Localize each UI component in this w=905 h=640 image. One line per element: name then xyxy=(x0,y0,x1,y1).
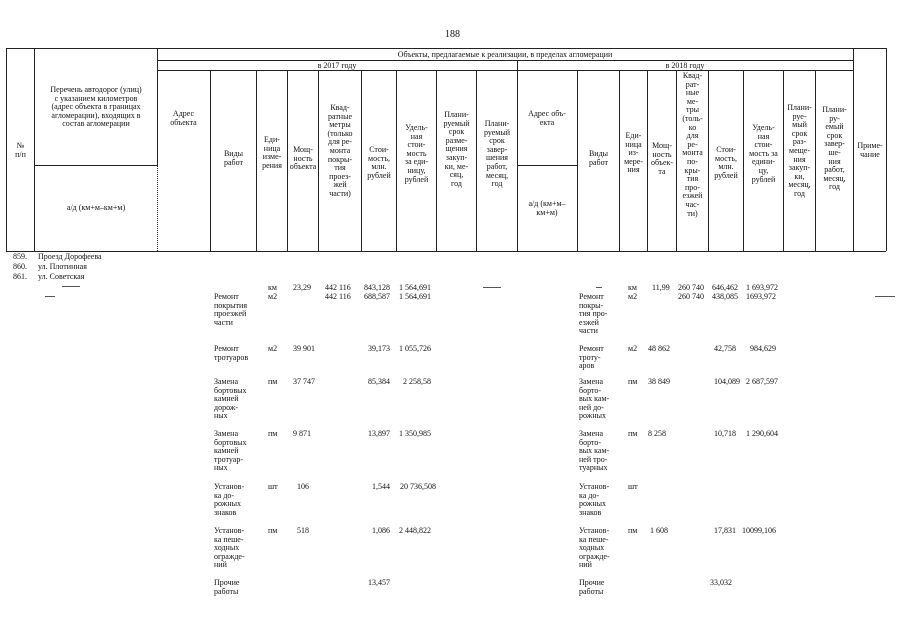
header-road-list: Перечень автодорог (улиц) с указанием километров (адрес объекта в границах агломерации), входящих в состав агломерации xyxy=(50,85,142,129)
cell-cost-2017: 85,384 xyxy=(368,377,390,386)
cell-cost-2018: 646,462 xyxy=(712,283,738,292)
cell-power-2018: 38 849 xyxy=(648,377,670,386)
cell-works-2018: Ремонт троту- аров xyxy=(579,344,604,371)
cell-unit-2017: м2 xyxy=(268,344,278,353)
cell-works-2017: Ремонт тротуаров xyxy=(214,344,249,362)
cell-cost-2017: 13,457 xyxy=(368,578,390,587)
cell-unit-cost-2018: 1693,972 xyxy=(746,292,776,301)
cell-works-2017: Установ- ка до- рожных знаков xyxy=(214,482,245,517)
header-cost-2018: Стои- мость, млн. рублей xyxy=(714,145,738,180)
cell-works-2018: Замена борто- вых кам- ней тро- туарных xyxy=(579,429,610,473)
cell-works-2017: Прочие работы xyxy=(214,578,240,596)
cell-unit-2018: пм xyxy=(628,377,638,386)
street-num: 861. xyxy=(13,272,27,281)
cell-unit-cost-2017: 2 258,58 xyxy=(403,377,431,386)
header-power-2017: Мощ- ность объекта xyxy=(289,145,317,172)
header-plan-place-2017: Плани- руемый срок разме- щения закуп- ки, ме- сяц, год xyxy=(443,110,470,188)
cell-unit-cost-2017: 1 564,691 xyxy=(399,283,431,292)
cell-sqm-2017: 442 116 xyxy=(325,292,351,301)
street-name: Проезд Дорофеева xyxy=(38,252,102,261)
cell-power-2018: 11,99 xyxy=(652,283,670,292)
page-number: 188 xyxy=(445,29,460,40)
header-sqm-2017: Квад- ратные метры (только для ре- монта покры- тия проез- жей части) xyxy=(327,103,353,198)
cell-works-2017: Замена бортовых камней дорож- ных xyxy=(214,377,247,421)
cell-unit-cost-2017: 2 448,822 xyxy=(399,526,431,535)
cell-power-2017: 518 xyxy=(297,526,309,535)
cell-unit-2017: шт xyxy=(268,482,278,491)
header-plan-end-2018: Плани- ру- емый срок завер- ше- ния работ, месяц, год xyxy=(822,105,847,192)
cell-unit-cost-2017: 1 350,985 xyxy=(399,429,431,438)
cell-unit-2017: м2 xyxy=(268,292,278,301)
cell-cost-2017: 688,587 xyxy=(364,292,390,301)
cell-works-2018: Прочие работы xyxy=(579,578,605,596)
cell-unit-2018: шт xyxy=(628,482,638,491)
header-unit-2018: Еди- ница из- мере- ния xyxy=(624,131,643,175)
scan-mark xyxy=(62,286,80,287)
header-address-2017: Адрес объекта xyxy=(170,109,197,127)
header-works-2017: Виды работ xyxy=(223,149,244,167)
street-num: 859. xyxy=(13,252,27,261)
header-road-range: а/д (км+м–км+м) xyxy=(66,203,126,212)
cell-cost-2017: 13,897 xyxy=(368,429,390,438)
cell-power-2017: 37 747 xyxy=(293,377,315,386)
cell-unit-cost-2018: 10099,106 xyxy=(742,526,776,535)
cell-unit-cost-2017: 1 055,726 xyxy=(399,344,431,353)
street-name: ул. Плотинная xyxy=(38,262,87,271)
cell-unit-2018: пм xyxy=(628,526,638,535)
header-unit-2017: Еди- ница изме- рения xyxy=(262,135,282,170)
street-num: 860. xyxy=(13,262,27,271)
cell-unit-2017: пм xyxy=(268,429,278,438)
cell-power-2017: 23,29 xyxy=(293,283,311,292)
cell-unit-cost-2018: 1 290,604 xyxy=(746,429,778,438)
cell-works-2017: Ремонт покрытия проезжей части xyxy=(214,292,247,327)
cell-cost-2018: 10,718 xyxy=(714,429,736,438)
header-plan-place-2018: Плани- руе- мый срок раз- меще- ния закуп- ки, месяц, год xyxy=(787,103,812,198)
header-cost-2017: Стои- мость, млн. рублей xyxy=(367,145,391,180)
cell-unit-2018: м2 xyxy=(628,292,638,301)
cell-cost-2017: 843,128 xyxy=(364,283,390,292)
cell-unit-2018: км xyxy=(628,283,637,292)
cell-sqm-2017: 442 116 xyxy=(325,283,351,292)
cell-power-2018: 48 862 xyxy=(648,344,670,353)
cell-unit-cost-2017: 20 736,508 xyxy=(400,482,436,491)
cell-unit-2017: км xyxy=(268,283,277,292)
header-address-2018-range: а/д (км+м– км+м) xyxy=(528,199,566,217)
cell-cost-2018: 438,085 xyxy=(712,292,738,301)
street-name: ул. Советская xyxy=(38,272,85,281)
cell-unit-cost-2018: 2 687,597 xyxy=(746,377,778,386)
cell-works-2017: Установ- ка пеше- ходных огражде- ний xyxy=(214,526,245,570)
cell-unit-2018: пм xyxy=(628,429,638,438)
cell-works-2018: Замена борто- вых кам- ней до- рожных xyxy=(579,377,610,421)
scan-mark xyxy=(45,296,55,297)
header-year-2017: в 2017 году xyxy=(317,61,357,70)
header-works-2018: Виды работ xyxy=(588,149,609,167)
cell-power-2018: 8 258 xyxy=(648,429,666,438)
cell-unit-2017: пм xyxy=(268,377,278,386)
header-group: Объекты, предлагаемые к реализации, в пределах агломерации xyxy=(397,50,613,59)
header-notes: Приме- чание xyxy=(857,141,883,159)
cell-cost-2018: 17,831 xyxy=(714,526,736,535)
header-address-2018: Адрес объ- екта xyxy=(528,109,566,127)
cell-power-2017: 9 871 xyxy=(293,429,311,438)
header-plan-end-2017: Плани- руемый срок завер- шения работ, месяц, год xyxy=(483,119,511,189)
cell-cost-2018: 104,089 xyxy=(714,377,740,386)
cell-sqm-2018: 260 740 xyxy=(678,292,704,301)
cell-cost-2017: 1,544 xyxy=(372,482,390,491)
scan-mark xyxy=(483,287,501,288)
header-sqm-2018: Квад- рат- ные ме- тры (толь- ко для ре- монта по- кры- тия про- езжей час- ти) xyxy=(682,71,703,218)
cell-unit-cost-2018: 984,629 xyxy=(750,344,776,353)
cell-cost-2017: 1,086 xyxy=(372,526,390,535)
cell-power-2017: 39 901 xyxy=(293,344,315,353)
cell-cost-2018: 42,758 xyxy=(714,344,736,353)
cell-sqm-2018: 260 740 xyxy=(678,283,704,292)
cell-unit-2018: м2 xyxy=(628,344,638,353)
header-year-2018: в 2018 году xyxy=(665,61,705,70)
cell-cost-2017: 39,173 xyxy=(368,344,390,353)
cell-power-2018: 1 608 xyxy=(650,526,668,535)
scan-mark xyxy=(875,296,895,297)
cell-unit-cost-2017: 1 564,691 xyxy=(399,292,431,301)
scan-mark xyxy=(596,287,602,288)
header-number: № п/п xyxy=(15,141,26,159)
cell-works-2017: Замена бортовых камней тротуар- ных xyxy=(214,429,247,473)
cell-power-2017: 106 xyxy=(297,482,309,491)
cell-works-2018: Установ- ка до- рожных знаков xyxy=(579,482,610,517)
cell-unit-cost-2018: 1 693,972 xyxy=(746,283,778,292)
header-unit-cost-2018: Удель- ная стои- мость за едини- цу, рублей xyxy=(749,123,778,184)
cell-works-2018: Ремонт покры- тия про- езжей части xyxy=(579,292,608,336)
cell-cost-2018: 33,032 xyxy=(710,578,732,587)
cell-works-2018: Установ- ка пеше- ходных огражде- ний xyxy=(579,526,610,570)
header-unit-cost-2017: Удель- ная стои- мость за еди- ницу, рублей xyxy=(404,123,429,184)
header-power-2018: Мощ- ность объек- та xyxy=(650,141,674,176)
cell-unit-2017: пм xyxy=(268,526,278,535)
